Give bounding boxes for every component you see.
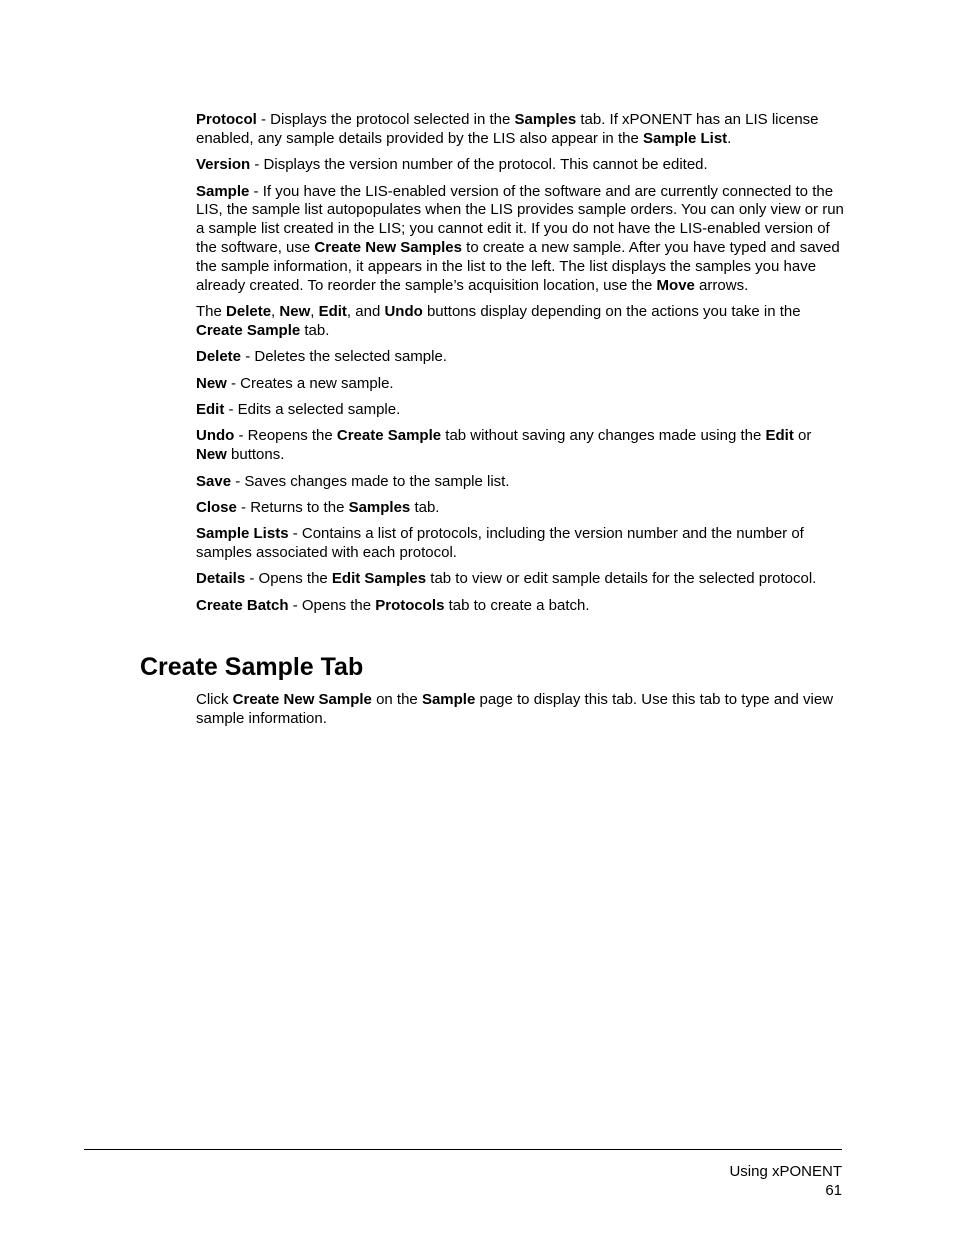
text-run: . — [727, 129, 732, 147]
footer-title: Using xPONENT — [729, 1163, 842, 1180]
bold-term: Edit — [765, 427, 794, 445]
section-body-text — [196, 691, 844, 736]
paragraph — [196, 156, 844, 175]
text-run: - Opens the — [245, 570, 332, 588]
bold-term: Sample List — [642, 129, 728, 147]
text-run: tab without saving any changes made using the — [441, 427, 766, 445]
text-run: tab to view or edit sample details for the selected protocol. — [426, 570, 817, 588]
text-run: - Opens the — [288, 596, 376, 614]
text-run: , and — [346, 302, 385, 320]
text-run: or — [793, 427, 812, 445]
text-run: - Deletes the selected sample. — [241, 348, 447, 366]
paragraph — [196, 570, 844, 589]
paragraph — [196, 499, 844, 518]
bold-term: New — [196, 374, 227, 392]
bold-term: New — [196, 446, 227, 464]
bold-term: Details — [196, 570, 246, 588]
bold-term: New — [279, 302, 311, 320]
section-heading: Create Sample Tab — [140, 653, 364, 681]
text-run: tab. — [410, 498, 440, 516]
text-run: to create a new sample. After you have typed and saved the sample information, it appears in the list to the left. The list displays the samples you have already created. To reorder the sample’s acquisition location, use the — [196, 238, 840, 294]
text-run: tab. If xPONENT has an LIS license enabled, any sample details provided by the LIS also appear in the — [196, 111, 819, 147]
bold-term: Samples — [514, 111, 577, 128]
bold-term: Edit Samples — [331, 570, 427, 588]
bold-term: Create Sample — [196, 321, 301, 339]
text-run: - Returns to the — [236, 498, 349, 516]
paragraph — [196, 111, 844, 149]
paragraph — [196, 427, 844, 465]
bold-term: Sample — [196, 182, 250, 200]
text-run: buttons display depending on the actions you take in the — [422, 302, 801, 320]
text-run: - Reopens the — [234, 427, 337, 445]
text-run: - Edits a selected sample. — [224, 400, 401, 418]
bold-term: Close — [196, 498, 237, 516]
bold-term: Samples — [348, 498, 411, 516]
text-run: The — [196, 302, 227, 320]
bold-term: Protocols — [375, 596, 445, 614]
text-run: - Displays the version number of the protocol. This cannot be edited. — [250, 156, 708, 174]
text-run: Click — [196, 691, 233, 708]
body-text — [196, 111, 844, 623]
text-run: - If you have the LIS-enabled version of the software and are currently connected to the LIS, the sample list autopopulates when the LIS provides sample orders. You can only view or run a sample list created in the LIS; you cannot edit it. If you do not have the LIS-enabled version of the software, use — [196, 182, 844, 256]
bold-term: Create New Sample — [232, 691, 372, 708]
text-run: on the — [371, 691, 422, 708]
text-run: , — [310, 302, 319, 320]
paragraph — [196, 691, 844, 729]
paragraph — [196, 375, 844, 394]
bold-term: Save — [196, 472, 232, 490]
bold-term: Edit — [318, 302, 347, 320]
text-run: arrows. — [694, 276, 749, 294]
bold-term: Create New Samples — [314, 238, 462, 256]
text-run: page to display this tab. Use this tab to type and view sample information. — [196, 691, 834, 727]
footer-rule — [84, 1149, 842, 1150]
text-run: - Displays the protocol selected in the — [256, 111, 515, 128]
paragraph — [196, 473, 844, 492]
bold-term: Version — [196, 156, 251, 174]
bold-term: Delete — [226, 302, 272, 320]
bold-term: Create Batch — [196, 596, 289, 614]
bold-term: Delete — [196, 348, 242, 366]
text-run: tab to create a batch. — [444, 596, 590, 614]
page-footer — [729, 1163, 842, 1201]
bold-term: Sample — [421, 691, 476, 708]
paragraph — [196, 525, 844, 563]
paragraph — [196, 401, 844, 420]
bold-term: Move — [656, 276, 695, 294]
text-run: - Contains a list of protocols, including the version number and the number of samples associated with each protocol. — [196, 525, 804, 562]
text-run: tab. — [300, 321, 330, 339]
bold-term: Create Sample — [336, 427, 442, 445]
bold-term: Sample Lists — [196, 525, 289, 543]
text-run: , — [271, 302, 280, 320]
text-run: - Saves changes made to the sample list. — [231, 472, 510, 490]
bold-term: Edit — [196, 400, 225, 418]
paragraph — [196, 348, 844, 367]
text-run: - Creates a new sample. — [226, 374, 394, 392]
bold-term: Protocol — [196, 111, 257, 128]
paragraph — [196, 183, 844, 296]
page-number: 61 — [825, 1181, 842, 1199]
text-run: buttons. — [226, 446, 285, 464]
bold-term: Undo — [384, 302, 423, 320]
paragraph — [196, 597, 844, 616]
paragraph — [196, 303, 844, 341]
bold-term: Undo — [196, 427, 235, 445]
